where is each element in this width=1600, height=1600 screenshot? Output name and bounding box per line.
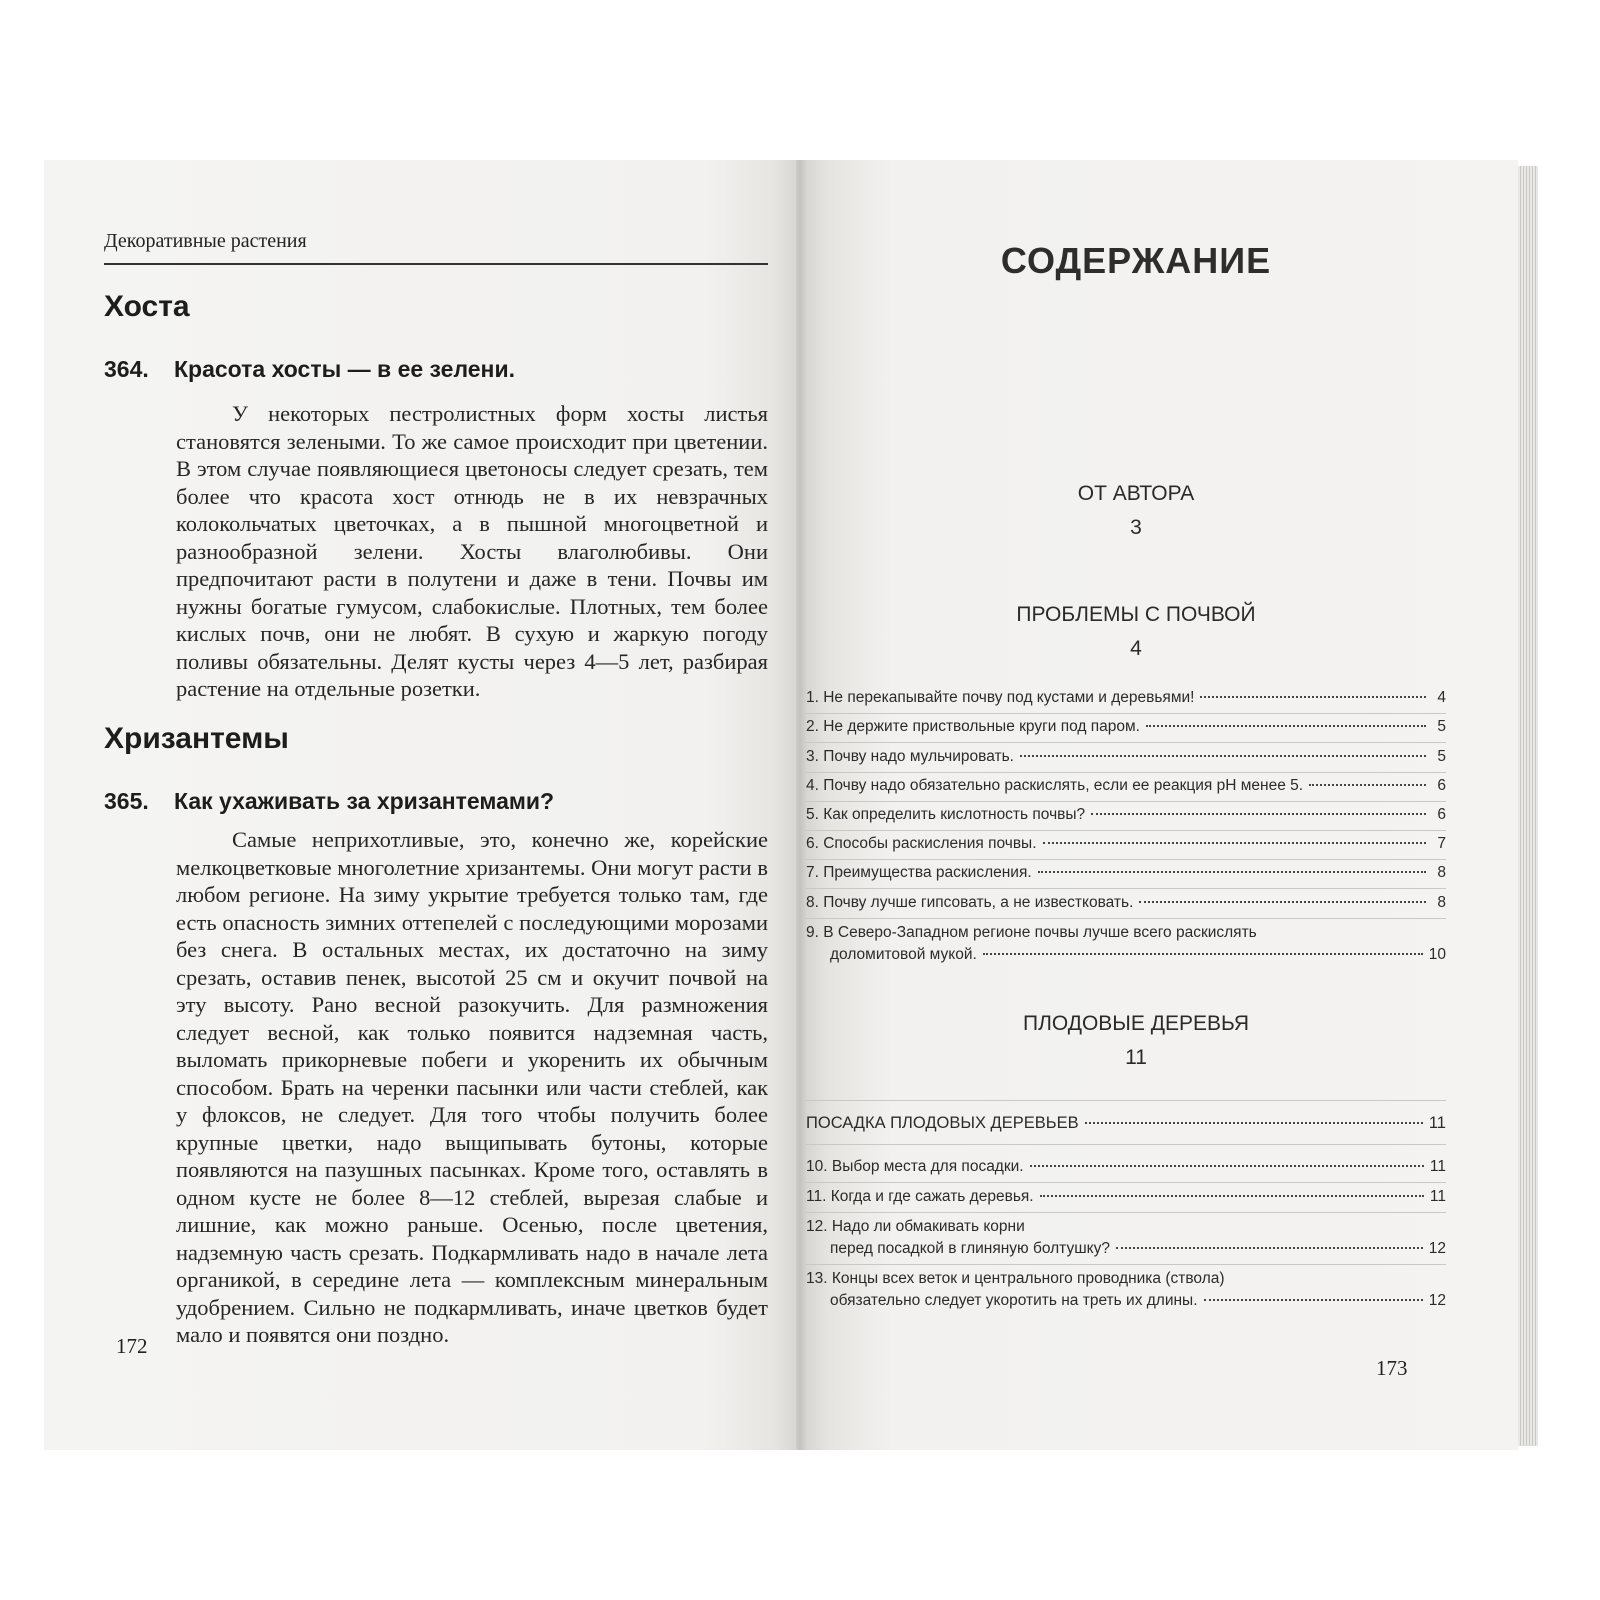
- section-title-chrysanthemums: Хризантемы: [104, 722, 289, 755]
- toc-title: СОДЕРЖАНИЕ: [1000, 240, 1272, 281]
- toc-separator: [806, 1212, 1446, 1213]
- dot-leader: [1309, 784, 1426, 786]
- toc-entry-page: 7: [1437, 835, 1446, 852]
- toc-entry-7[interactable]: [806, 862, 1446, 884]
- dot-leader: [1038, 871, 1426, 873]
- toc-separator: [806, 888, 1446, 889]
- toc-separator: [806, 713, 1446, 714]
- item-body-365: [176, 826, 768, 1349]
- toc-entry-1[interactable]: [806, 687, 1446, 709]
- dot-leader: [1139, 901, 1426, 903]
- item-number: 364.: [104, 356, 149, 382]
- toc-separator: [806, 1264, 1446, 1265]
- toc-separator: [806, 918, 1446, 919]
- dot-leader: [1043, 842, 1426, 844]
- toc-entry-page: 6: [1437, 806, 1446, 823]
- toc-entry-label: 12. Надо ли обмакивать корни: [806, 1218, 1025, 1235]
- toc-heading-page: 4: [1130, 637, 1142, 660]
- dot-leader: [1020, 755, 1426, 757]
- dot-leader: [1200, 696, 1426, 698]
- toc-entry-6[interactable]: [806, 833, 1446, 855]
- toc-entry-4[interactable]: [806, 775, 1446, 797]
- toc-heading-from-author: ОТ АВТОРА: [1077, 482, 1195, 505]
- toc-entry-page: 5: [1437, 718, 1446, 735]
- item-heading-365: [104, 788, 554, 815]
- dot-leader: [1204, 1299, 1423, 1301]
- toc-entry-page: 11: [1428, 1114, 1446, 1132]
- dot-leader: [1040, 1195, 1424, 1197]
- toc-entry-3[interactable]: [806, 746, 1446, 768]
- item-heading-364: [104, 356, 515, 383]
- toc-entry-label: 6. Способы раскисления почвы.: [806, 835, 1037, 852]
- toc-entry-page: 8: [1437, 894, 1446, 911]
- paragraph: У некоторых пестролистных форм хосты листья становятся зелеными. То же самое происходит при цветении. В этом случае появляющиеся цветоносы следует срезать, тем более что красота хост отнюдь не в их невзрачных колокольчатых цветочках, а в пышной многоцветной и разнообразной зелени. Хосты влаголюбивы. Они предпочитают расти в полутени и даже в тени. Почвы им нужны богатые гумусом, слабокислые. Плотных, тем более кислых почв, они не любят. В сухую и жаркую погоду поливы обязательны. Делят кусты через 4—5 лет, разбирая растение на отдельные розетки.: [176, 401, 768, 701]
- toc-separator: [806, 1182, 1446, 1183]
- toc-separator: [806, 1100, 1446, 1101]
- toc-separator: [806, 1144, 1446, 1145]
- toc-entry-label: 3. Почву надо мульчировать.: [806, 748, 1014, 765]
- toc-entry-13[interactable]: [806, 1268, 1446, 1312]
- toc-entry-page: 6: [1437, 777, 1446, 794]
- dot-leader: [1085, 1122, 1423, 1124]
- toc-entry-page: 4: [1437, 689, 1446, 706]
- toc-entry-label: 2. Не держите приствольные круги под паром.: [806, 718, 1140, 735]
- dot-leader: [1091, 813, 1426, 815]
- page-number-right: 173: [1376, 1356, 1408, 1380]
- dot-leader: [1146, 725, 1426, 727]
- running-head: Декоративные растения: [104, 230, 307, 252]
- toc-entry-label: 8. Почву лучше гипсовать, а не известковать.: [806, 894, 1134, 911]
- toc-entry-label-cont: обязательно следует укоротить на треть их длины.: [830, 1292, 1198, 1309]
- toc-entry-9[interactable]: [806, 922, 1446, 966]
- page-edges: [1518, 166, 1538, 1446]
- dot-leader: [983, 953, 1423, 955]
- toc-entry-page: 11: [1429, 1158, 1446, 1175]
- toc-separator: [806, 742, 1446, 743]
- toc-entry-page: 12: [1428, 1240, 1446, 1257]
- toc-entry-label-cont: перед посадкой в глиняную болтушку?: [830, 1240, 1110, 1257]
- toc-entry-8[interactable]: [806, 892, 1446, 914]
- section-title-hosta: Хоста: [104, 290, 190, 323]
- toc-heading-soil: ПРОБЛЕМЫ С ПОЧВОЙ: [1016, 603, 1256, 626]
- toc-entry-page: 12: [1428, 1292, 1446, 1309]
- toc-entry-page: 11: [1429, 1188, 1446, 1205]
- toc-entry-5[interactable]: [806, 804, 1446, 826]
- toc-entry-11[interactable]: [806, 1186, 1446, 1208]
- toc-entry-label: 5. Как определить кислотность почвы?: [806, 806, 1086, 823]
- toc-heading-page: 11: [1125, 1046, 1147, 1069]
- toc-entry-label: 1. Не перекапывайте почву под кустами и деревьями!: [806, 689, 1195, 706]
- toc-entry-label: 7. Преимущества раскисления.: [806, 864, 1032, 881]
- toc-entry-label: 4. Почву надо обязательно раскислять, если ее реакция pH менее 5.: [806, 777, 1304, 794]
- paragraph: Самые неприхотливые, это, конечно же, корейские мелкоцветковые многолетние хризантемы. Они могут расти в любом регионе. На зиму укрытие требуется только там, где есть опасность зимних оттепелей с последующими морозами без снега. В остальных местах, их достаточно на зиму срезать, оставив пенек, высотой 25 см и окучит почвой на эту высоту. Рано весной разокучить. Для размножения следует весной, как только появится надземная часть, выломать прикорневые побеги и укоренить их обычным способом. Брать на черенки пасынки или части стеблей, как у флоксов, не следует. Для того чтобы получить более крупные цветки, надо выщипывать бутоны, которые появляются на пазушных пасынках. Кроме того, оставлять в одном кусте не более 8—12 стеблей, вырезая слабые и лишние, как можно раньше. Осенью, после цветения, надземную часть срезать. Подкармливать надо в начале лета органикой, в середине лета — комплексным минеральным удобрением. Сильно не подкармливать, иначе цветков будет мало и появятся они поздно.: [176, 827, 768, 1347]
- toc-entry-label: 10. Выбор места для посадки.: [806, 1158, 1024, 1175]
- item-number: 365.: [104, 788, 149, 814]
- item-title: Как ухаживать за хризантемами?: [174, 788, 555, 814]
- item-title: Красота хосты — в ее зелени.: [174, 356, 515, 382]
- toc-entry-page: 5: [1437, 748, 1446, 765]
- toc-separator: [806, 772, 1446, 773]
- toc-entry-10[interactable]: [806, 1156, 1446, 1178]
- toc-entry-label: 9. В Северо-Западном регионе почвы лучше всего раскислять: [806, 924, 1257, 941]
- toc-entry-2[interactable]: [806, 716, 1446, 738]
- toc-subsection-planting[interactable]: [806, 1112, 1446, 1134]
- left-page: [44, 160, 796, 1450]
- dot-leader: [1030, 1165, 1424, 1167]
- toc-entry-page: 10: [1428, 946, 1446, 963]
- toc-entry-label-cont: доломитовой мукой.: [830, 946, 977, 963]
- toc-entry-12[interactable]: [806, 1216, 1446, 1260]
- toc-heading-fruit-trees: ПЛОДОВЫЕ ДЕРЕВЬЯ: [1023, 1012, 1249, 1035]
- dot-leader: [1116, 1247, 1423, 1249]
- item-body-364: [176, 400, 768, 703]
- header-rule: [104, 263, 768, 265]
- toc-entry-page: 8: [1437, 864, 1446, 881]
- page-number-left: 172: [116, 1334, 148, 1358]
- toc-entry-label: 11. Когда и где сажать деревья.: [806, 1188, 1034, 1205]
- toc-subsection-label: ПОСАДКА ПЛОДОВЫХ ДЕРЕВЬЕВ: [806, 1114, 1079, 1132]
- toc-separator: [806, 830, 1446, 831]
- toc-separator: [806, 859, 1446, 860]
- toc-separator: [806, 801, 1446, 802]
- toc-entry-label: 13. Концы всех веток и центрального проводника (ствола): [806, 1270, 1225, 1287]
- toc-heading-page: 3: [1130, 516, 1142, 539]
- right-page: [806, 160, 1518, 1450]
